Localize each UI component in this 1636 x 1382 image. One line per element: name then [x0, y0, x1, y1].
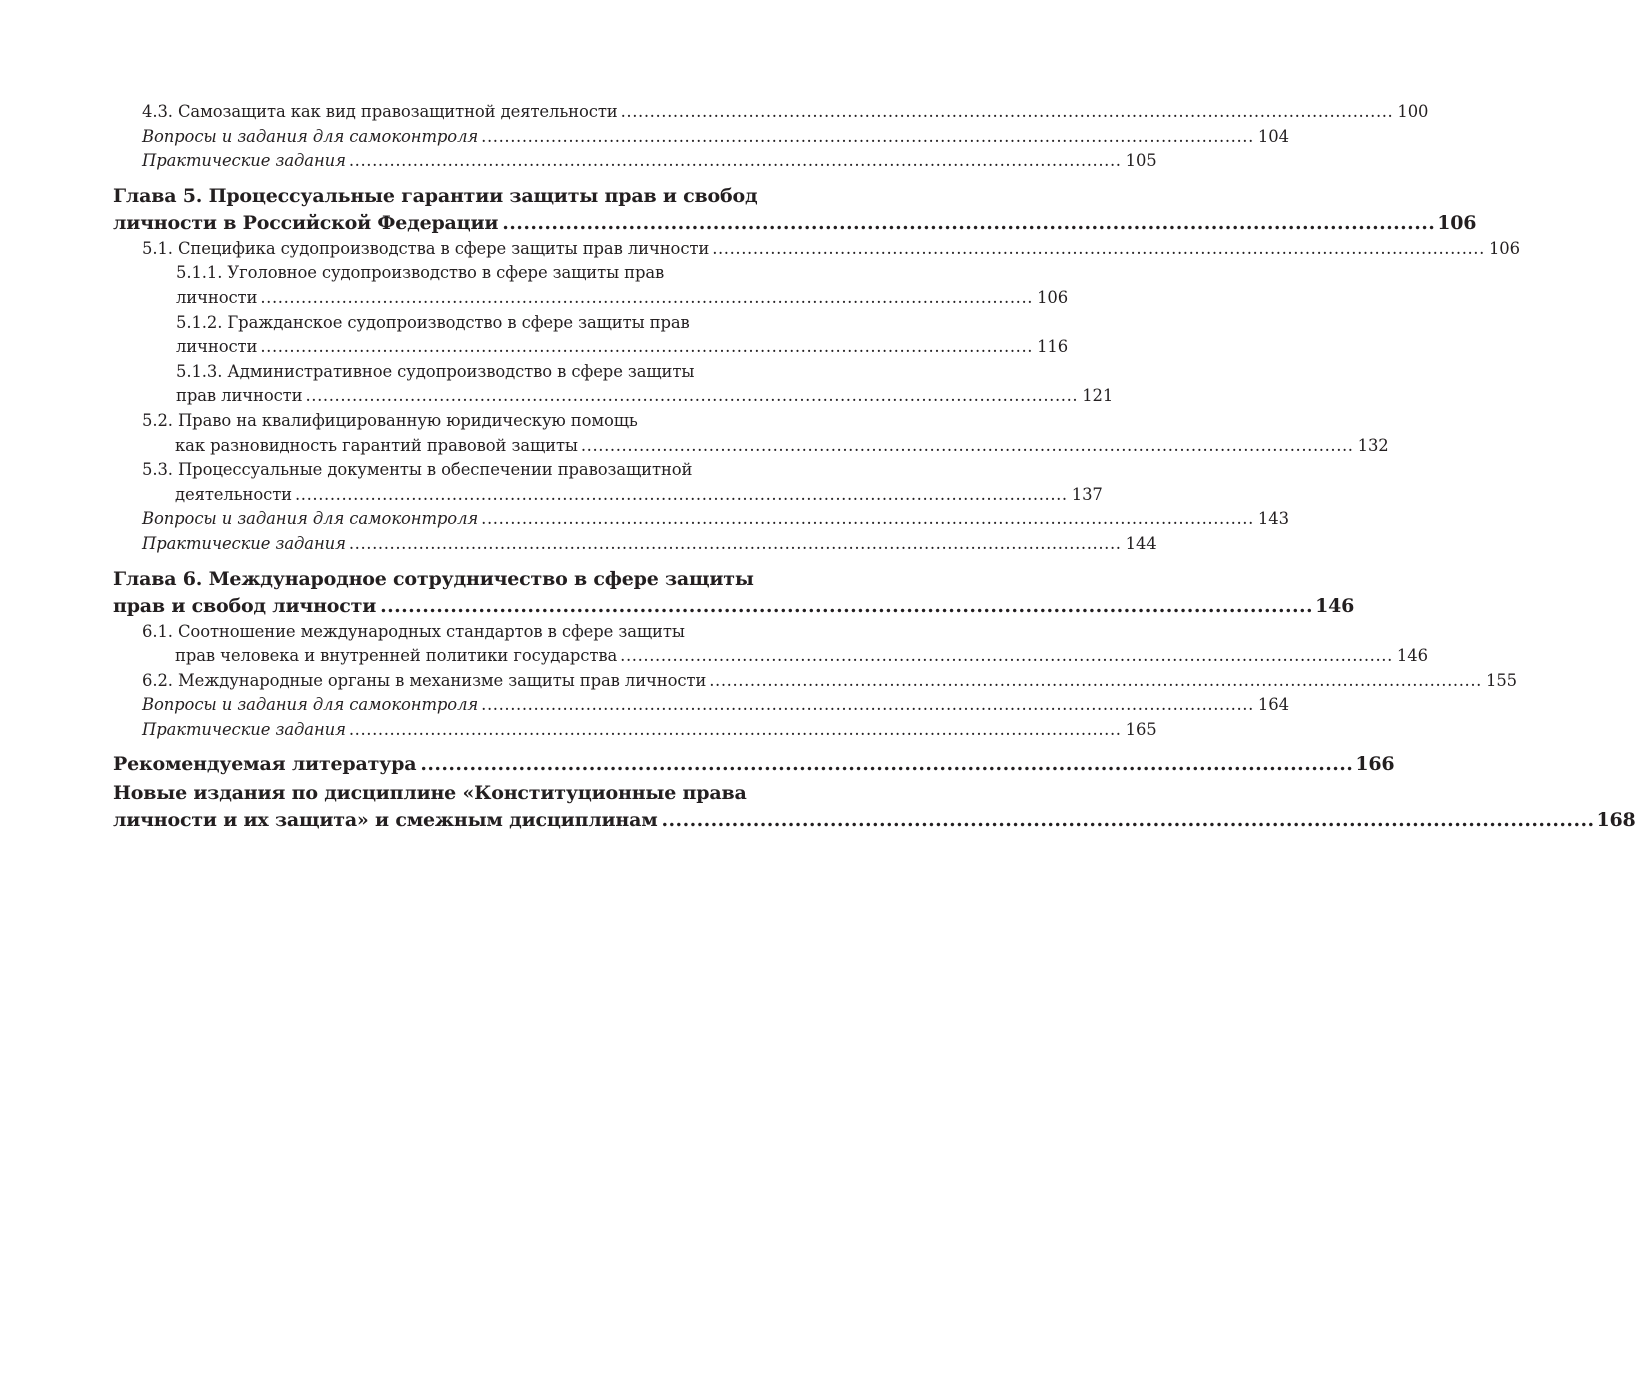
toc-entry-s5-1-2[interactable] — [113, 311, 1069, 360]
toc-entry-ch5-questions[interactable] — [113, 507, 1289, 532]
toc-entry-s5-1-1[interactable] — [113, 261, 1069, 310]
toc-entry-title-line: Вопросы и задания для самоконтроля — [142, 126, 479, 146]
toc-entry-s5-1-3[interactable] — [113, 360, 1114, 409]
dot-leader: ..................................................................................................................................... — [260, 287, 1034, 307]
toc-entry-s5-1[interactable] — [113, 237, 1520, 262]
dot-leader: ..................................................................................................................................... — [580, 435, 1354, 455]
table-of-contents — [113, 100, 1636, 834]
toc-entry-title-line: 5.3. Процессуальные документы в обеспечении правозащитной — [142, 460, 693, 480]
toc-entry-title-line: личности в Российской Федерации — [113, 211, 499, 234]
toc-entry-ch6[interactable] — [113, 566, 1355, 620]
toc-entry-page-number: 106 — [1437, 211, 1477, 234]
toc-entry-ch4-practice[interactable] — [113, 149, 1157, 174]
toc-entry-s6-2[interactable] — [113, 669, 1517, 694]
toc-entry-s5-2[interactable] — [113, 409, 1389, 458]
toc-entry-page-number: 143 — [1257, 509, 1289, 529]
toc-entry-page-number: 164 — [1257, 695, 1289, 715]
toc-entry-page-number: 104 — [1257, 126, 1289, 146]
toc-entry-title-line: как разновидность гарантий правовой защиты — [175, 435, 578, 455]
toc-entry-page-number: 146 — [1315, 594, 1355, 617]
dot-leader: ..................................................................................................................................... — [712, 238, 1485, 258]
dot-leader: ..................................................................................................................................... — [502, 211, 1436, 234]
toc-entry-title-line: личности и их защита» и смежным дисциплинам — [113, 809, 658, 832]
toc-entry-page-number: 121 — [1082, 386, 1114, 406]
toc-entry-title-line: 5.1.3. Административное судопроизводство в сфере защиты — [176, 361, 695, 381]
toc-entry-title-line: Новые издания по дисциплине «Конституционные права — [113, 782, 747, 805]
toc-entry-ch5[interactable] — [113, 183, 1477, 237]
toc-entry-title-line: прав и свобод личности — [113, 594, 377, 617]
toc-entry-page-number: 106 — [1037, 287, 1069, 307]
toc-entry-title-line: 6.2. Международные органы в механизме защиты прав личности — [142, 670, 707, 690]
toc-entry-page-number: 100 — [1397, 102, 1429, 121]
dot-leader: ..................................................................................................................................... — [348, 151, 1122, 171]
toc-entry-title-line: 6.1. Соотношение международных стандартов в сфере защиты — [142, 621, 685, 641]
toc-entry-s6-1[interactable] — [113, 620, 1428, 669]
toc-entry-page-number: 165 — [1125, 719, 1157, 739]
toc-entry-page-number: 105 — [1125, 151, 1157, 171]
toc-entry-title-line: Глава 6. Международное сотрудничество в сфере защиты — [113, 567, 754, 590]
toc-entry-ch5-practice[interactable] — [113, 532, 1157, 557]
dot-leader: ..................................................................................................................................... — [348, 533, 1122, 553]
toc-entry-page-number: 106 — [1488, 238, 1520, 258]
toc-entry-title-line: Глава 5. Процессуальные гарантии защиты прав и свобод — [113, 184, 758, 207]
toc-entry-title-line: личности — [176, 287, 258, 307]
toc-entry-literature[interactable] — [113, 751, 1395, 778]
toc-entry-page-number: 155 — [1485, 670, 1517, 690]
toc-entry-title-line: 5.1.1. Уголовное судопроизводство в сфере защиты прав — [176, 263, 665, 283]
toc-entry-page-number: 116 — [1037, 337, 1069, 357]
dot-leader: ..................................................................................................................................... — [420, 753, 1354, 776]
toc-entry-page-number: 146 — [1396, 646, 1428, 666]
toc-entry-page-number: 166 — [1355, 753, 1395, 776]
toc-entry-title-line: 5.1.2. Гражданское судопроизводство в сфере защиты прав — [176, 312, 690, 332]
dot-leader: ..................................................................................................................................... — [481, 509, 1254, 529]
toc-entry-ch6-practice[interactable] — [113, 718, 1157, 743]
toc-entry-title-line: Практические задания — [142, 151, 346, 171]
toc-entry-page-number: 132 — [1357, 435, 1389, 455]
toc-entry-page-number: 144 — [1125, 533, 1157, 553]
dot-leader: ..................................................................................................................................... — [481, 126, 1254, 146]
toc-entry-title-line: Вопросы и задания для самоконтроля — [142, 509, 479, 529]
toc-entry-title-line: 5.2. Право на квалифицированную юридическую помощь — [142, 410, 638, 430]
toc-entry-s4-3[interactable] — [113, 100, 1429, 125]
toc-entry-s5-3[interactable] — [113, 458, 1103, 507]
toc-entry-title-line: Практические задания — [142, 533, 346, 553]
dot-leader: ..................................................................................................................................... — [620, 646, 1393, 666]
dot-leader: ..................................................................................................................................... — [620, 102, 1394, 121]
toc-entry-ch6-questions[interactable] — [113, 693, 1289, 718]
toc-entry-title-line: личности — [176, 337, 258, 357]
dot-leader: ..................................................................................................................................... — [481, 695, 1254, 715]
toc-entry-page-number: 137 — [1071, 484, 1103, 504]
toc-entry-title-line: 4.3. Самозащита как вид правозащитной деятельности — [142, 102, 618, 121]
toc-entry-title-line: деятельности — [175, 484, 292, 504]
toc-entry-new-editions[interactable] — [113, 780, 1636, 834]
dot-leader: ..................................................................................................................................... — [295, 484, 1068, 504]
dot-leader: ..................................................................................................................................... — [348, 719, 1122, 739]
dot-leader: ..................................................................................................................................... — [709, 670, 1482, 690]
dot-leader: ..................................................................................................................................... — [661, 809, 1595, 832]
toc-entry-title-line: прав личности — [176, 386, 303, 406]
dot-leader: ..................................................................................................................................... — [380, 594, 1314, 617]
toc-entry-title-line: Вопросы и задания для самоконтроля — [142, 695, 479, 715]
dot-leader: ..................................................................................................................................... — [260, 337, 1034, 357]
dot-leader: ..................................................................................................................................... — [305, 386, 1079, 406]
toc-entry-page-number: 168 — [1596, 809, 1636, 832]
toc-entry-title-line: Рекомендуемая литература — [113, 753, 417, 776]
toc-entry-title-line: Практические задания — [142, 719, 346, 739]
toc-entry-ch4-questions[interactable] — [113, 125, 1289, 150]
toc-entry-title-line: прав человека и внутренней политики государства — [175, 646, 618, 666]
toc-entry-title-line: 5.1. Специфика судопроизводства в сфере защиты прав личности — [142, 238, 710, 258]
